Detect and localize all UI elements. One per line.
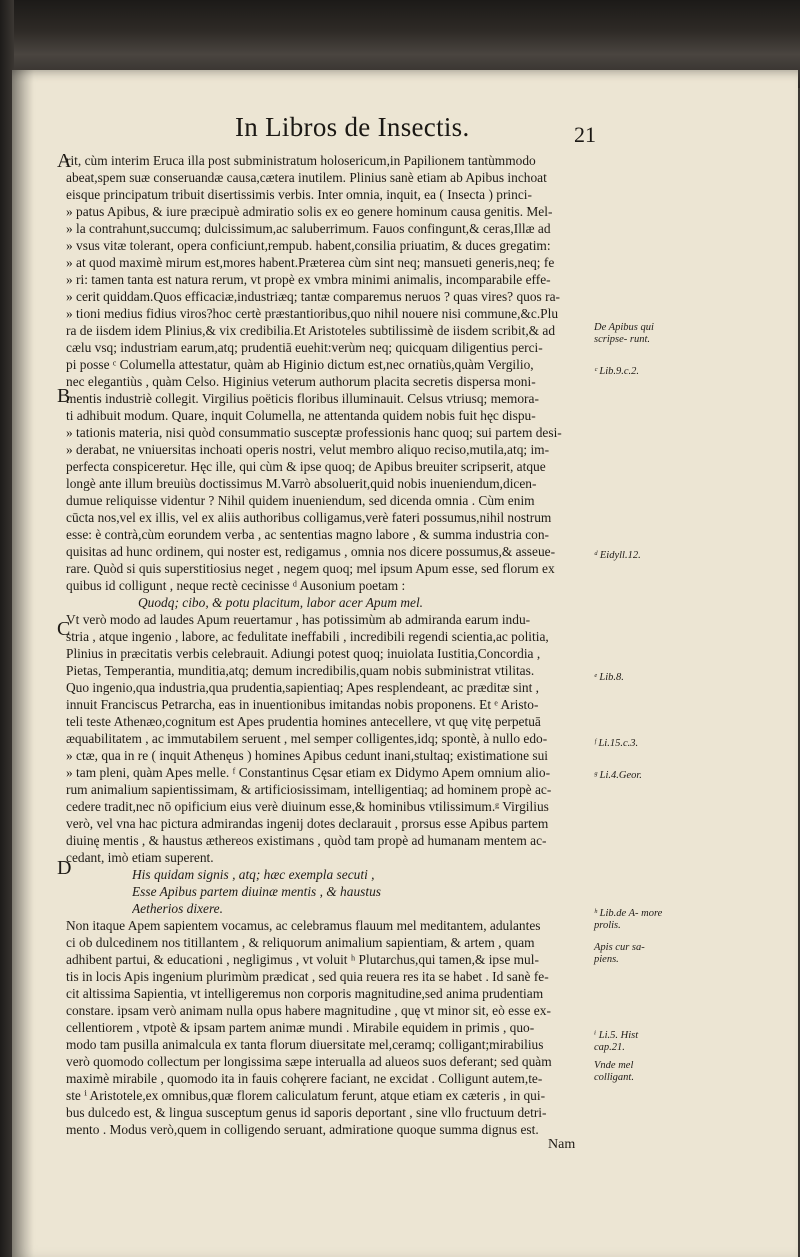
- text-line: » tam pleni, quàm Apes melle. ᶠ Constantinus Cęsar etiam ex Didymo Apem omnium alio-: [66, 765, 551, 780]
- text-line: æquabilitatem , ac immutabilem seruent , mel semper colligentes,idq; spontè, à nullo edo-: [66, 731, 548, 746]
- margin-note: ᵉ Lib.8.: [594, 672, 624, 683]
- margin-note: ᵍ Li.4.Geor.: [594, 770, 642, 781]
- text-line: quisitas ad hunc ordinem, qui noster est, redigamus , omnia nos dicere possumus,& asseue-: [66, 544, 556, 559]
- text-line: eisque principatum tribuit disertissimis verbis. Inter omnia, inquit, ea ( Insecta ) princi-: [66, 187, 532, 202]
- text-line: rum animalium sapientissimam, & artificiosissimam, intelligentiaq; ad hominem propè ac-: [66, 782, 552, 797]
- text-line: cellentiorem , vtpotè & ipsam partem animæ mundi . Mirabile equidem in primis , quo-: [66, 1020, 535, 1035]
- text-line: diuinę mentis , & haustus æthereos existimans , quòd tam propè ad humanam mentem ac-: [66, 833, 547, 848]
- text-line: cūcta nos,vel ex illis, vel ex aliis authoribus colligamus,verè fateri possumus,nihil nostrum: [66, 510, 552, 525]
- text-line: dumue reliquisse videntur ? Nihil quidem inueniendum, sed dicenda omnia . Cùm enim: [66, 493, 535, 508]
- text-line: modo tam pusilla animalcula ex tanta florum diuersitate mel,ceramq; colligant;mirabilius: [66, 1037, 544, 1052]
- section-letter-a: A: [57, 150, 72, 172]
- text-line: constare. ipsam verò animam nulla opus habere magnitudine , quę vt minor sit, eò esse ex-: [66, 1003, 551, 1018]
- text-line: bus dulcedo est, & lingua susceptum genus id saporis deportant , sine vllo fructuum detri-: [66, 1105, 547, 1120]
- page-gutter-shadow: [12, 70, 34, 1257]
- text-line: quibus id colligunt , neque rectè cecinisse ᵈ Ausonium poetam :: [66, 578, 406, 593]
- text-line: ti adhibuit modum. Quare, inquit Columella, ne attentanda quidem nobis fuit hęc dispu-: [66, 408, 536, 423]
- text-line: » cerit quiddam.Quos efficaciæ,industriæq; tantæ comparemus neruos ? quas vires? quos ra-: [66, 289, 560, 304]
- text-line: » ri: tamen tanta est natura rerum, vt propè ex vmbra minimi animalis, incomparabile effe-: [66, 272, 551, 287]
- text-line: rare. Quòd si quis superstitiosius neget , negem quoq; mel ipsum Apum esse, sed florum ex: [66, 561, 555, 576]
- text-line: maximè mirabile , quomodo ita in fauis cohęrere faciant, ne excidat . Colligunt autem,te-: [66, 1071, 543, 1086]
- text-line: Pietas, Temperantia, munditia,atq; demum incredibilis,quam nobis subministrat vtilitas.: [66, 663, 535, 678]
- text-line: » la contrahunt,succumq; dulcissimum,ac saluberrimum. Fauos confingunt,& ceras,Illæ ad: [66, 221, 551, 236]
- section-letter-d: D: [57, 857, 72, 879]
- verse-line: Quodq; cibo, & potu placitum, labor acer Apum mel.: [138, 595, 424, 610]
- verse-line: Esse Apibus partem diuinæ mentis , & haustus: [132, 884, 381, 899]
- text-line: pi posse ᶜ Columella attestatur, quàm ab Higinio dictum est,nec ornatiùs,quàm Vergilio,: [66, 357, 534, 372]
- text-line: mento . Modus verò,quem in colligendo seruant, admiratione quoque summa dignus est.: [66, 1122, 539, 1137]
- text-line: Non itaque Apem sapientem vocamus, ac celebramus flauum mel meditantem, adulantes: [66, 918, 541, 933]
- margin-note: ᵈ Eidyll.12.: [594, 550, 641, 561]
- text-line: cedere tradit,nec nō opificium eius verè diuinum esse,& hominibus vtilissimum.ᵍ Virgilius: [66, 799, 549, 814]
- catchword: Nam: [548, 1137, 576, 1152]
- text-line: ci ob dulcedinem nos titillantem , & reliquorum animalium sapientiam, & artem , quam: [66, 935, 535, 950]
- text-line: » derabat, ne vniuersitas inchoati operis nostri, velut membro aliquo reciso,mutila,atq; im-: [66, 442, 550, 457]
- verse-line: Aetherios dixere.: [132, 901, 223, 916]
- text-line: teli teste Athenæo,cognitum est Apes prudentia homines antecellere, vt quę vitę perpetuā: [66, 714, 541, 729]
- verse-line: His quidam signis , atq; hæc exempla secuti ,: [132, 867, 375, 882]
- margin-note: ᶠ Li.15.c.3.: [594, 738, 639, 749]
- text-line: mentis industriè collegit. Virgilius poëticis floribus illuminauit. Celsus vtriusq; memora-: [66, 391, 539, 406]
- margin-note: De Apibus qui scripse- runt.: [594, 322, 654, 345]
- text-line: tis in locis Apis ingenium plurimùm prædicat , sed quia reuera res ita se habet . Id sanè fe-: [66, 969, 549, 984]
- margin-note: Vnde mel colligant.: [594, 1060, 634, 1083]
- text-line: » ctæ, qua in re ( inquit Athenęus ) homines Apibus cedunt inani,stultaq; existimatione sui: [66, 748, 548, 763]
- margin-note: ᶜ Lib.9.c.2.: [594, 366, 640, 377]
- running-head: In Libros de Insectis.: [235, 112, 470, 142]
- section-letter-c: C: [57, 618, 71, 640]
- text-line: rit, cùm interim Eruca illa post subministratum holosericum,in Papilionem tantùmmodo: [66, 153, 536, 168]
- text-line: adhibent partui, & educationi , negligimus , vt voluit ʰ Plutarchus,qui tamen,& ipse mul-: [66, 952, 539, 967]
- text-line: cælu vsq; industriam earum,atq; prudentiā euehit:verùm neq; quicquam diligentius perci-: [66, 340, 543, 355]
- text-line: verò quomodo collectum per longissima sæpe interualla ad alueos suos deferant; sed quàm: [66, 1054, 552, 1069]
- text-line: Quo ingenio,qua industria,qua prudentia,sapientiaq; Apes resplendeant, ac præditæ sint ,: [66, 680, 540, 695]
- text-line: stria , atque ingenio , labore, ac fedulitate ineffabili , incredibili regendi scientia,ac politia,: [66, 629, 549, 644]
- text-line: cedant, imò etiam superent.: [66, 850, 214, 865]
- text-line: ra de iisdem idem Plinius,& vix credibilia.Et Aristoteles subtilissimè de iisdem scribit,& ad: [66, 323, 556, 338]
- text-line: » tationis materia, nisi quòd consummatio susceptæ professionis hanc quoq; sui partem desi-: [66, 425, 562, 440]
- text-line: innuit Franciscus Petrarcha, eas in inuentionibus imitandas nobis proponens. Et ᵉ Aristo-: [66, 697, 539, 712]
- text-line: » patus Apibus, & iure præcipuè admiratio solis ex eo genere hominum causa genitis. Mel-: [66, 204, 553, 219]
- text-line: abeat,spem suæ conseruandæ causa,cætera inutilem. Plinius sanè etiam ab Apibus inchoat: [66, 170, 547, 185]
- text-line: perfecta conspiceretur. Hęc ille, qui cùm & ipse quoq; de Apibus breuiter scripserit, atque: [66, 459, 546, 474]
- text-line: esse: è contrà,cùm eorundem verba , ac sententias magno labore , & summa industria con-: [66, 527, 550, 542]
- text-line: longè ante illum breuiùs doctissimus M.Varrò absoluerit,quid nobis inueniendum,dicen-: [66, 476, 537, 491]
- text-line: Vt verò modo ad laudes Apum reuertamur , has potissimùm ab admiranda earum indu-: [66, 612, 531, 627]
- text-line: nec elegantiùs , quàm Celso. Higinius veterum authorum placita secretis dispersa moni-: [66, 374, 536, 389]
- text-line: ste ⁱ Aristotele,ex omnibus,quæ florem caliculatum ferunt, atque etiam ex cæteris , in qui-: [66, 1088, 546, 1103]
- text-line: » tioni medius fidius viros?hoc certè præstantioribus,quo nihil nouere nisi commune,&c.Plu: [66, 306, 559, 321]
- text-line: cit altissima Sapientia, vt intelligeremus non corporis magnitudine,sed anima prudentiam: [66, 986, 544, 1001]
- margin-note: ⁱ Li.5. Hist cap.21.: [594, 1030, 639, 1053]
- text-line: verò, vel vna hac pictura admirandas ingenij dotes declarauit , prorsus esse Apibus partem: [66, 816, 549, 831]
- text-line: Plinius in præcitatis verbis celebrauit. Adiungi potest quoq; inuiolata Iustitia,Concordia ,: [66, 646, 541, 661]
- text-line: » at quod maximè mirum est,mores habent.Præterea cùm sint neq; mansueti generis,neq; fe: [66, 255, 555, 270]
- margin-note: Apis cur sa- piens.: [594, 942, 645, 965]
- text-line: » vsus vitæ tolerant, opera conficiunt,rempub. habent,consilia priuatim, & duces gregatim:: [66, 238, 551, 253]
- page-number: 21: [574, 122, 596, 147]
- section-letter-b: B: [57, 385, 71, 407]
- margin-note: ʰ Lib.de A- more prolis.: [594, 908, 663, 931]
